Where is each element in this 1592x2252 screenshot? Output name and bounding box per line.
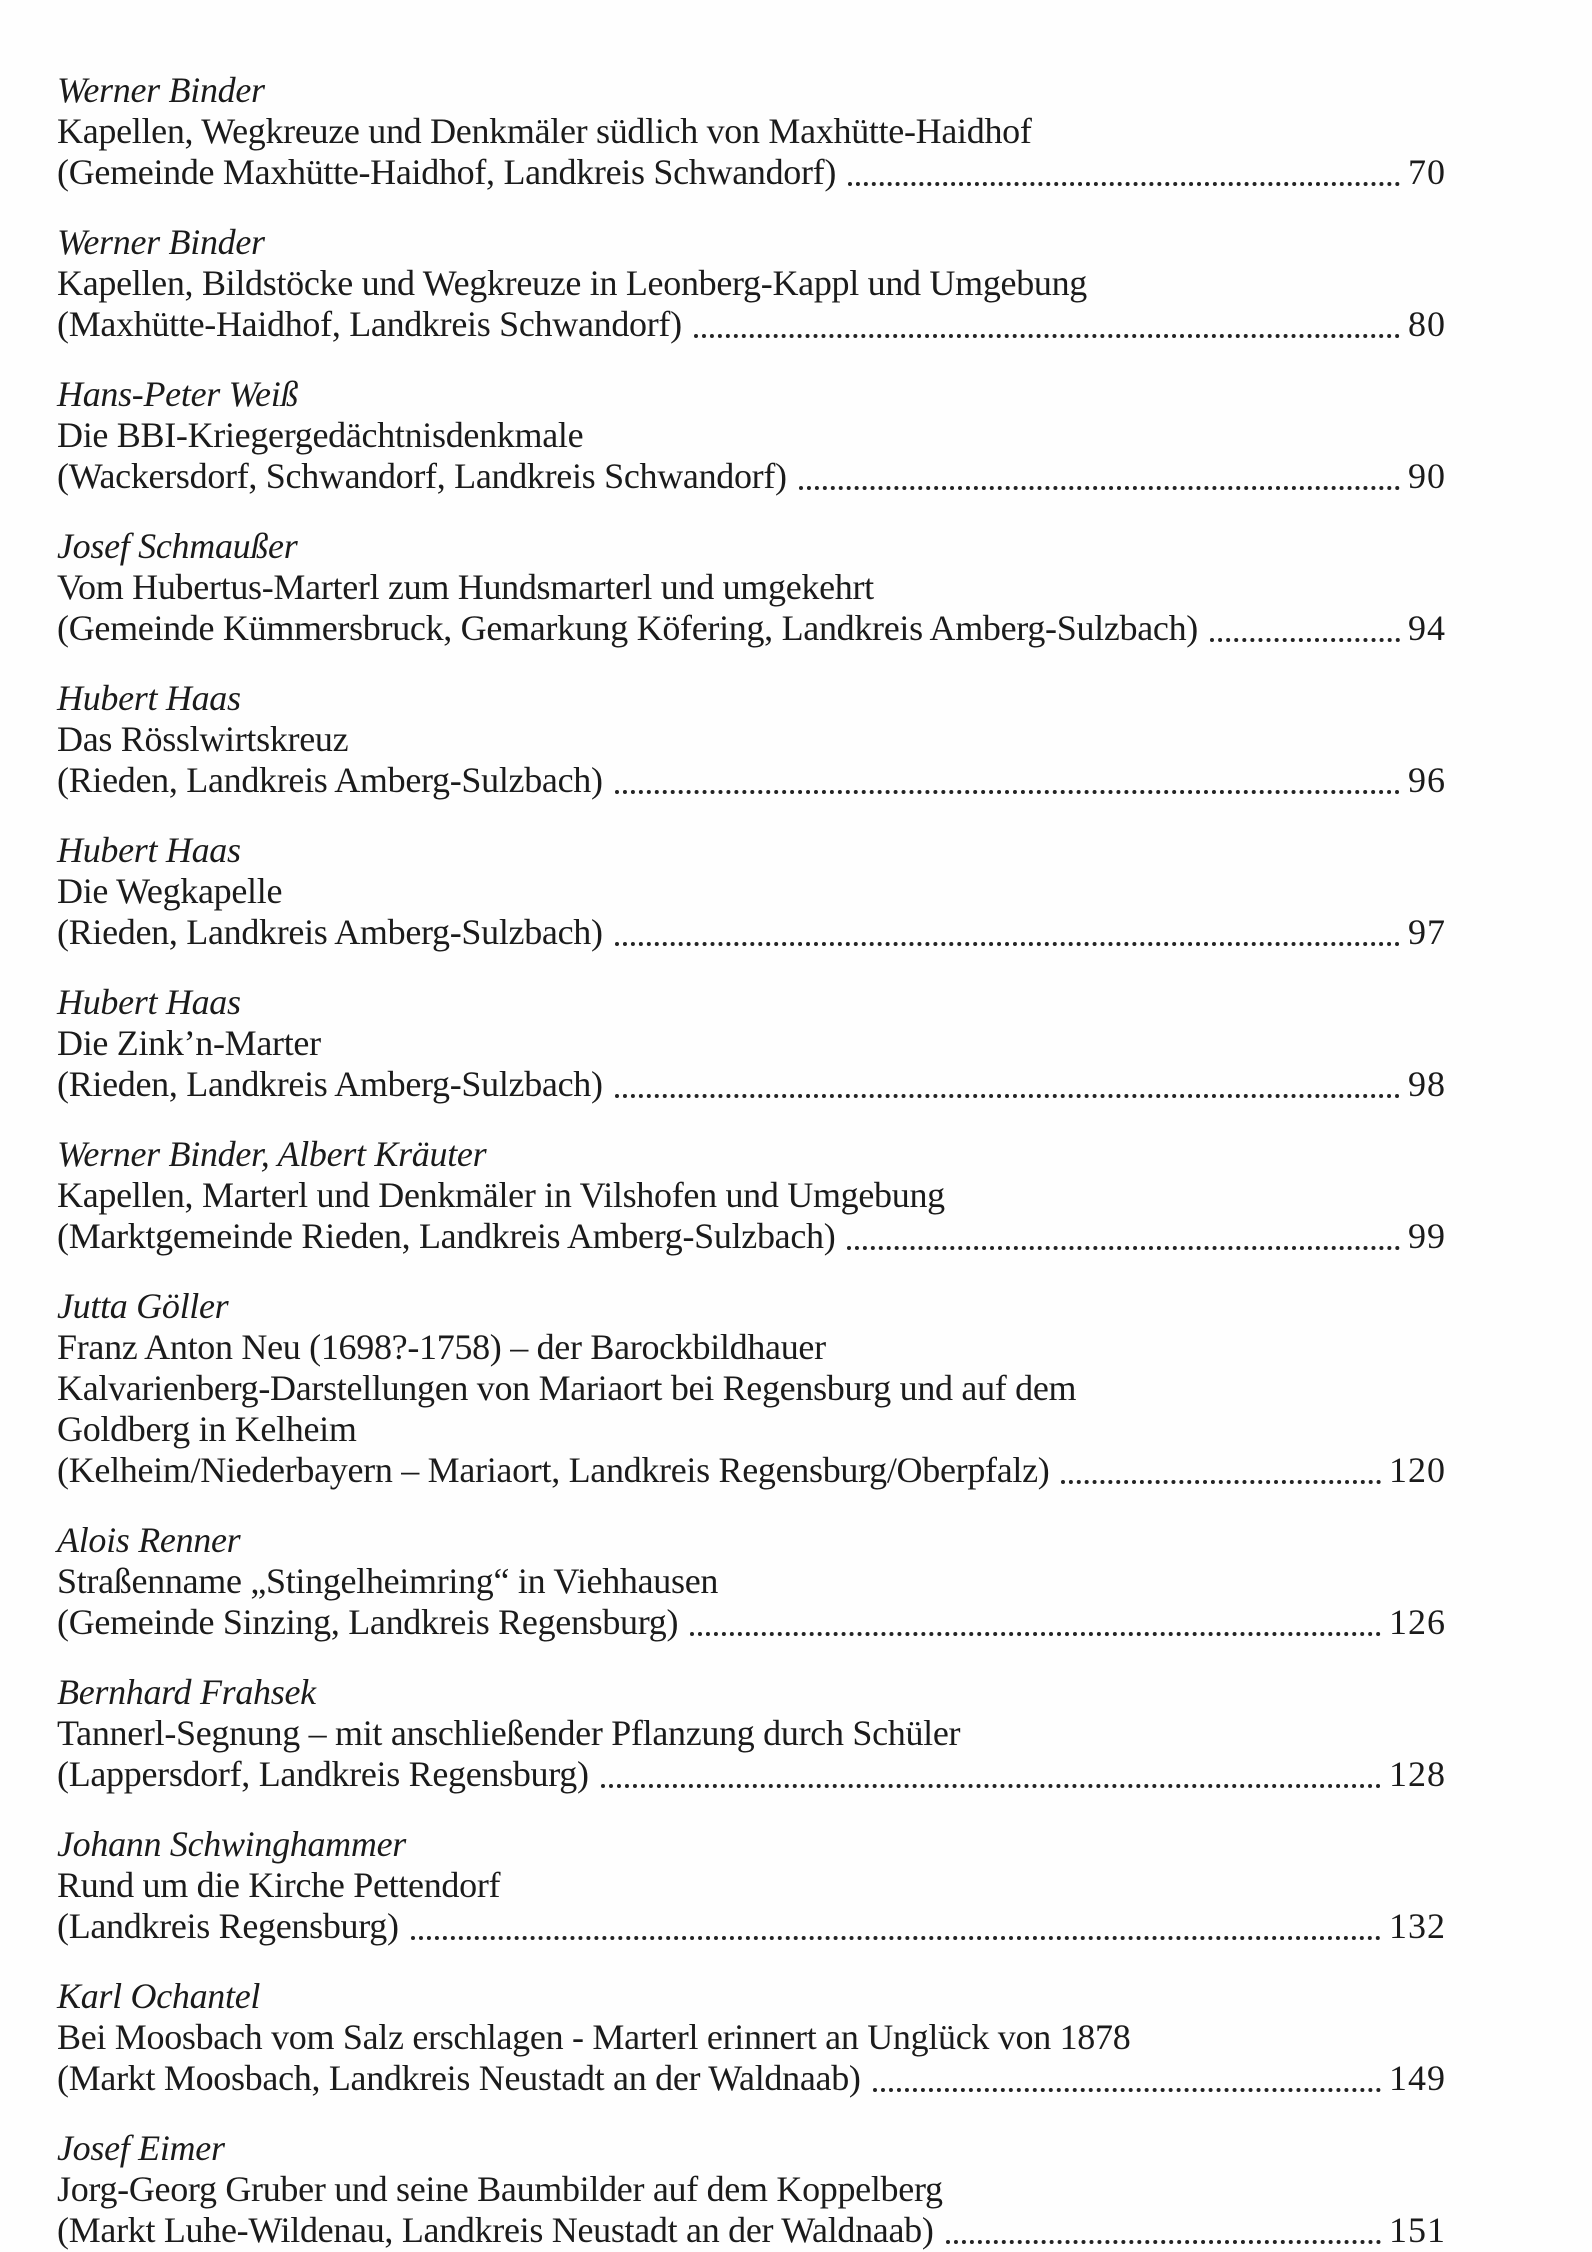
title-lines	[57, 1561, 1446, 1602]
location-text: (Gemeinde Kümmersbruck, Gemarkung Köfering, Landkreis Amberg-Sulzbach)	[57, 608, 1198, 648]
location-line	[57, 2210, 1446, 2251]
page-number: 94	[1408, 608, 1446, 648]
title-lines	[57, 263, 1446, 304]
leader-dots	[601, 1784, 1381, 1788]
title-line: Kapellen, Marterl und Denkmäler in Vilshofen und Umgebung	[57, 1175, 945, 1215]
title-line: Rund um die Kirche Pettendorf	[57, 1865, 501, 1905]
title-lines	[57, 1175, 1446, 1216]
location-line	[57, 1602, 1446, 1643]
location-text: (Lappersdorf, Landkreis Regensburg)	[57, 1754, 589, 1794]
location-text: (Rieden, Landkreis Amberg-Sulzbach)	[57, 760, 603, 800]
toc-entry	[57, 222, 1446, 345]
leader-dots	[847, 1246, 1400, 1250]
leader-dots	[946, 2240, 1381, 2244]
title-line: Kalvarienberg-Darstellungen von Mariaort bei Regensburg und auf dem	[57, 1368, 1077, 1408]
title-line: Die Wegkapelle	[57, 871, 283, 911]
author-line: Hubert Haas	[57, 830, 241, 870]
location-line	[57, 608, 1446, 649]
leader-dots	[1210, 638, 1400, 642]
location-line	[57, 1064, 1446, 1105]
page-number: 151	[1389, 2210, 1446, 2250]
location-line	[57, 152, 1446, 193]
author-line: Hans-Peter Weiß	[57, 374, 299, 414]
location-text: (Kelheim/Niederbayern – Mariaort, Landkreis Regensburg/Oberpfalz)	[57, 1450, 1050, 1490]
toc-entry	[57, 982, 1446, 1105]
page-number: 97	[1408, 912, 1446, 952]
location-text: (Markt Luhe-Wildenau, Landkreis Neustadt an der Waldnaab)	[57, 2210, 934, 2250]
author-line: Alois Renner	[57, 1520, 241, 1560]
toc-entry	[57, 678, 1446, 801]
location-line	[57, 760, 1446, 801]
author-line: Hubert Haas	[57, 678, 241, 718]
toc-list	[57, 70, 1446, 2252]
location-line	[57, 1216, 1446, 1257]
title-line: Bei Moosbach vom Salz erschlagen - Marterl erinnert an Unglück von 1878	[57, 2017, 1131, 2057]
title-lines	[57, 719, 1446, 760]
author-line: Werner Binder	[57, 222, 265, 262]
location-text: (Wackersdorf, Schwandorf, Landkreis Schwandorf)	[57, 456, 787, 496]
leader-dots	[799, 486, 1400, 490]
leader-dots	[694, 334, 1400, 338]
toc-entry	[57, 374, 1446, 497]
author-line: Josef Eimer	[57, 2128, 225, 2168]
toc-entry	[57, 526, 1446, 649]
title-lines	[57, 2017, 1446, 2058]
author-line: Bernhard Frahsek	[57, 1672, 316, 1712]
page-number: 149	[1389, 2058, 1446, 2098]
location-text: (Gemeinde Sinzing, Landkreis Regensburg)	[57, 1602, 679, 1642]
page-number: 70	[1408, 152, 1446, 192]
title-lines	[57, 1023, 1446, 1064]
author-line: Josef Schmaußer	[57, 526, 298, 566]
location-line	[57, 1906, 1446, 1947]
toc-entry	[57, 1520, 1446, 1643]
title-line: Die BBI-Kriegergedächtnisdenkmale	[57, 415, 584, 455]
location-line	[57, 304, 1446, 345]
author-line: Johann Schwinghammer	[57, 1824, 406, 1864]
location-text: (Landkreis Regensburg)	[57, 1906, 399, 1946]
page-number: 90	[1408, 456, 1446, 496]
leader-dots	[615, 1094, 1400, 1098]
location-line	[57, 1754, 1446, 1795]
location-text: (Maxhütte-Haidhof, Landkreis Schwandorf)	[57, 304, 682, 344]
title-lines	[57, 1327, 1446, 1450]
author-line: Werner Binder	[57, 70, 265, 110]
page-number: 99	[1408, 1216, 1446, 1256]
title-lines	[57, 1865, 1446, 1906]
title-line: Tannerl-Segnung – mit anschließender Pflanzung durch Schüler	[57, 1713, 961, 1753]
title-lines	[57, 567, 1446, 608]
location-line	[57, 912, 1446, 953]
location-text: (Gemeinde Maxhütte-Haidhof, Landkreis Schwandorf)	[57, 152, 837, 192]
title-line: Jorg-Georg Gruber und seine Baumbilder auf dem Koppelberg	[57, 2169, 943, 2209]
toc-entry	[57, 830, 1446, 953]
title-lines	[57, 871, 1446, 912]
title-line: Vom Hubertus-Marterl zum Hundsmarterl und umgekehrt	[57, 567, 874, 607]
author-line: Jutta Göller	[57, 1286, 229, 1326]
author-line: Hubert Haas	[57, 982, 241, 1022]
leader-dots	[1061, 1480, 1381, 1484]
title-lines	[57, 111, 1446, 152]
leader-dots	[690, 1632, 1381, 1636]
title-line: Franz Anton Neu (1698?-1758) – der Barockbildhauer	[57, 1327, 826, 1367]
title-line: Goldberg in Kelheim	[57, 1409, 357, 1449]
leader-dots	[848, 182, 1400, 186]
leader-dots	[411, 1936, 1381, 1940]
location-line	[57, 1450, 1446, 1491]
author-line: Werner Binder, Albert Kräuter	[57, 1134, 487, 1174]
title-line: Das Rösslwirtskreuz	[57, 719, 349, 759]
page-number: 128	[1389, 1754, 1446, 1794]
location-line	[57, 456, 1446, 497]
author-line: Karl Ochantel	[57, 1976, 261, 2016]
toc-entry	[57, 1824, 1446, 1947]
toc-entry	[57, 1134, 1446, 1257]
location-text: (Rieden, Landkreis Amberg-Sulzbach)	[57, 912, 603, 952]
leader-dots	[615, 942, 1400, 946]
page-number: 96	[1408, 760, 1446, 800]
location-line	[57, 2058, 1446, 2099]
toc-entry	[57, 1976, 1446, 2099]
toc-entry	[57, 2128, 1446, 2251]
title-lines	[57, 415, 1446, 456]
title-line: Kapellen, Wegkreuze und Denkmäler südlich von Maxhütte-Haidhof	[57, 111, 1032, 151]
location-text: (Marktgemeinde Rieden, Landkreis Amberg-Sulzbach)	[57, 1216, 836, 1256]
toc-entry	[57, 70, 1446, 193]
toc-entry	[57, 1286, 1446, 1491]
page-number: 98	[1408, 1064, 1446, 1104]
leader-dots	[615, 790, 1400, 794]
title-line: Kapellen, Bildstöcke und Wegkreuze in Leonberg-Kappl und Umgebung	[57, 263, 1088, 303]
page-number: 126	[1389, 1602, 1446, 1642]
title-line: Straßenname „Stingelheimring“ in Viehhausen	[57, 1561, 719, 1601]
page-number: 80	[1408, 304, 1446, 344]
title-lines	[57, 1713, 1446, 1754]
location-text: (Rieden, Landkreis Amberg-Sulzbach)	[57, 1064, 603, 1104]
page-number: 120	[1389, 1450, 1446, 1490]
title-line: Die Zink’n-Marter	[57, 1023, 321, 1063]
title-lines	[57, 2169, 1446, 2210]
toc-entry	[57, 1672, 1446, 1795]
location-text: (Markt Moosbach, Landkreis Neustadt an der Waldnaab)	[57, 2058, 861, 2098]
page-number: 132	[1389, 1906, 1446, 1946]
leader-dots	[873, 2088, 1381, 2092]
